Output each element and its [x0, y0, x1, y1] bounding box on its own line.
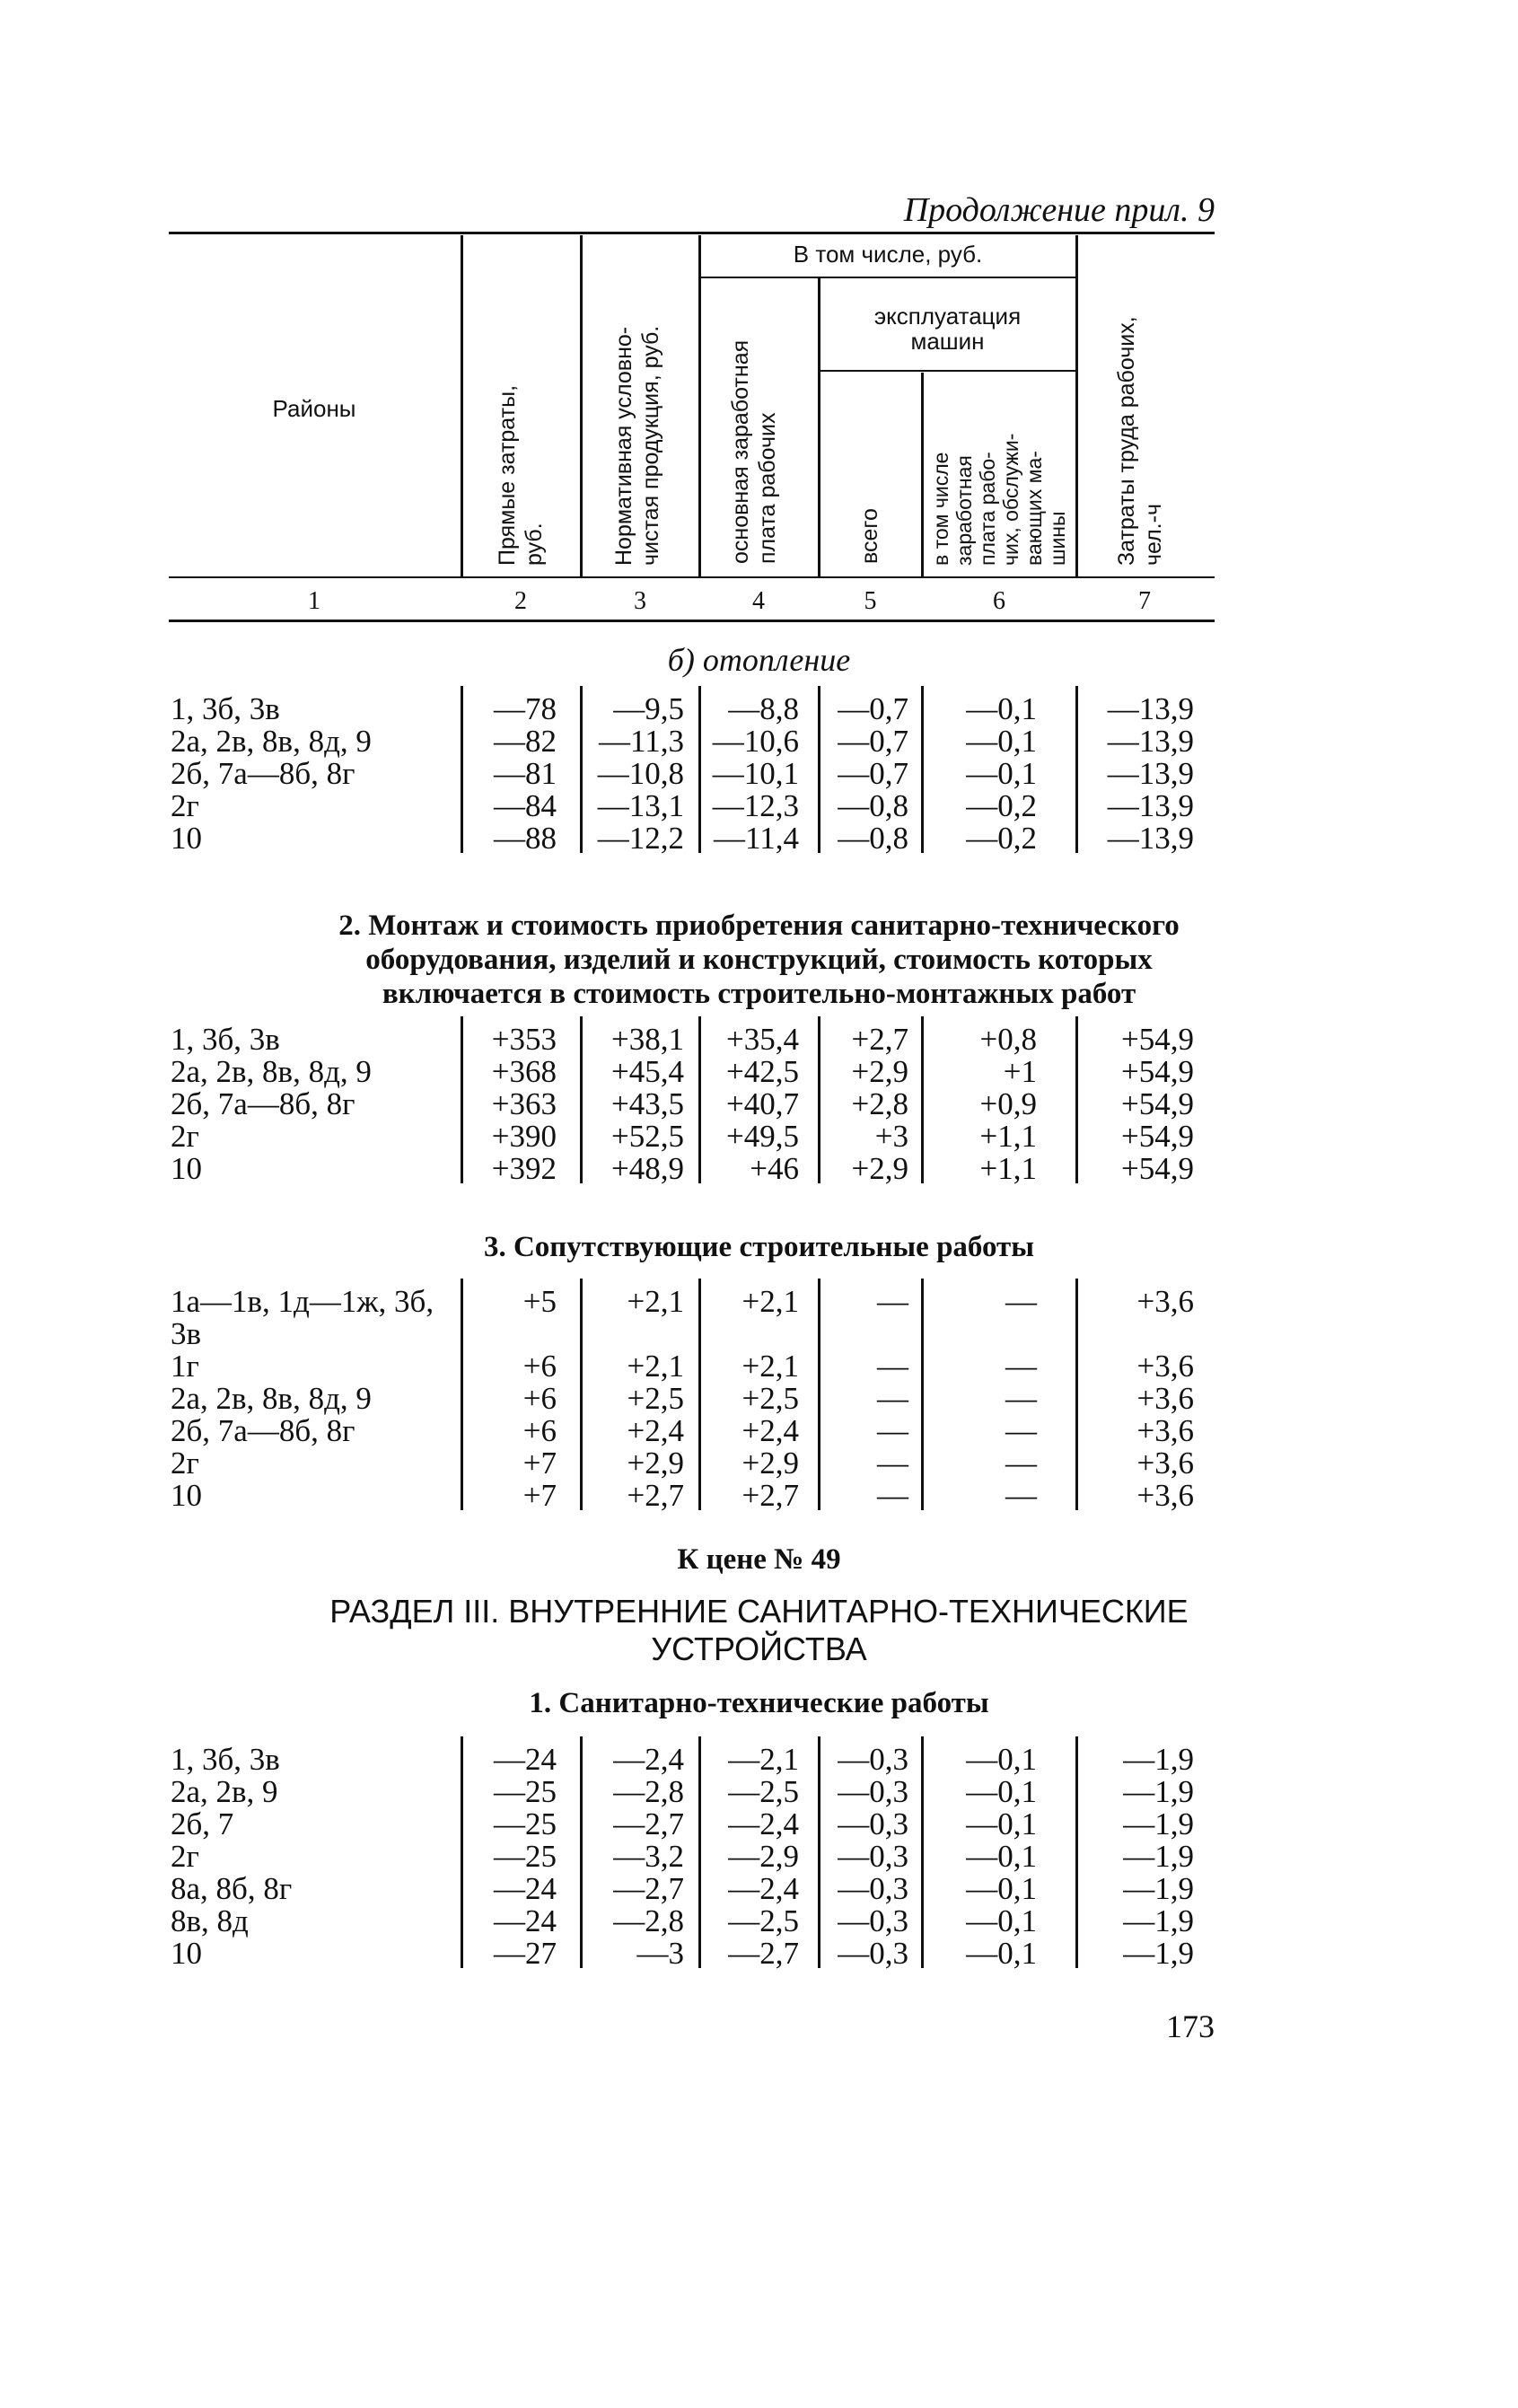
cell-operator-wages: —0,1 — [966, 1742, 1037, 1777]
cell-direct-costs: —88 — [494, 821, 557, 856]
cell-operator-wages: — — [1005, 1349, 1037, 1384]
cell-normative-product: —12,2 — [597, 821, 684, 856]
cell-basic-wages: —2,1 — [728, 1742, 799, 1777]
cell-direct-costs: +7 — [522, 1446, 557, 1481]
cell-labor: +54,9 — [1121, 1022, 1194, 1057]
cell-machines-total: —0,7 — [838, 724, 908, 759]
cell-normative-product: +52,5 — [611, 1119, 684, 1154]
cell-region: 2г — [171, 788, 199, 823]
cell-normative-product: —10,8 — [597, 756, 684, 791]
table-row — [0, 1938, 1518, 1970]
cell-region: 2а, 2в, 8в, 8д, 9 — [171, 1381, 372, 1416]
cell-region: 1, 3б, 3в — [171, 1742, 280, 1777]
cell-basic-wages: —2,7 — [728, 1936, 799, 1971]
cell-direct-costs: —84 — [494, 788, 557, 823]
cell-direct-costs: —81 — [494, 756, 557, 791]
cell-operator-wages: — — [1005, 1413, 1037, 1448]
table-row — [0, 1383, 1518, 1415]
column-divider — [580, 686, 583, 853]
cell-machines-total: +3 — [874, 1119, 908, 1154]
cell-normative-product: +2,4 — [627, 1413, 684, 1448]
cell-labor: —1,9 — [1123, 1936, 1194, 1971]
cell-operator-wages: +1 — [1003, 1054, 1037, 1089]
column-divider — [698, 686, 701, 853]
table-row — [0, 1744, 1518, 1776]
cell-direct-costs: +6 — [522, 1413, 557, 1448]
subgroup-rule — [820, 370, 1075, 372]
cell-labor: +3,6 — [1136, 1284, 1194, 1319]
cell-machines-total: — — [877, 1413, 908, 1448]
cell-labor: +3,6 — [1136, 1478, 1194, 1513]
column-divider — [1075, 1016, 1078, 1183]
column-divider — [921, 686, 924, 853]
cell-normative-product: —2,8 — [613, 1774, 684, 1809]
table-row — [0, 1350, 1518, 1383]
table-row — [0, 1905, 1518, 1938]
cell-operator-wages: —0,2 — [966, 821, 1037, 856]
cell-normative-product: —2,7 — [613, 1806, 684, 1841]
cell-labor: —13,9 — [1107, 756, 1194, 791]
cell-operator-wages: —0,1 — [966, 756, 1037, 791]
cell-region: 2б, 7а—8б, 8г — [171, 1086, 355, 1121]
cell-basic-wages: +46 — [750, 1151, 799, 1186]
cell-region: 2б, 7а—8б, 8г — [171, 756, 355, 791]
column-divider — [698, 1736, 701, 1968]
cell-labor: —1,9 — [1123, 1871, 1194, 1906]
table-row — [0, 1480, 1518, 1512]
header-col-normative-product: Нормативная условно- чистая продукция, руб. — [611, 325, 663, 566]
cell-direct-costs: —25 — [494, 1774, 557, 1809]
header-col-basic-wages: основная заработная плата рабочих — [728, 339, 780, 564]
column-divider — [921, 1736, 924, 1968]
column-divider — [461, 1016, 463, 1183]
cell-labor: +3,6 — [1136, 1446, 1194, 1481]
cell-region: 8а, 8б, 8г — [171, 1871, 293, 1906]
cell-direct-costs: +363 — [491, 1086, 557, 1121]
header-col-labor: Затраты труда рабочих, чел.-ч — [1114, 316, 1166, 566]
cell-region: 2б, 7а—8б, 8г — [171, 1413, 355, 1448]
group-rule — [700, 277, 1075, 278]
table-row — [0, 1808, 1518, 1841]
table-row — [0, 1121, 1518, 1153]
cell-basic-wages: +49,5 — [726, 1119, 799, 1154]
header-bottom-rule — [169, 620, 1215, 622]
header-divider-5 — [921, 373, 924, 576]
cell-operator-wages: — — [1005, 1381, 1037, 1416]
cell-basic-wages: —10,6 — [712, 724, 799, 759]
cell-direct-costs: —24 — [494, 1871, 557, 1906]
cell-basic-wages: —11,4 — [714, 821, 799, 856]
column-divider — [1075, 686, 1078, 853]
cell-machines-total: +2,9 — [851, 1151, 908, 1186]
column-divider — [698, 1279, 701, 1510]
cell-region: 10 — [171, 1151, 202, 1186]
column-divider — [698, 1016, 701, 1183]
cell-region: 10 — [171, 1478, 202, 1513]
cell-labor: —1,9 — [1123, 1774, 1194, 1809]
cell-operator-wages: —0,1 — [966, 1774, 1037, 1809]
cell-machines-total: +2,8 — [851, 1086, 908, 1121]
cell-machines-total: —0,7 — [838, 756, 908, 791]
cell-labor: —13,9 — [1107, 691, 1194, 726]
cell-labor: +54,9 — [1121, 1054, 1194, 1089]
cell-basic-wages: —2,5 — [728, 1903, 799, 1938]
cell-basic-wages: +2,4 — [741, 1413, 799, 1448]
cell-machines-total: —0,3 — [838, 1742, 908, 1777]
cell-region: 1, 3б, 3в — [171, 691, 280, 726]
col-number-4: 4 — [752, 587, 765, 615]
cell-region: 2а, 2в, 8в, 8д, 9 — [171, 1054, 372, 1089]
cell-operator-wages: —0,1 — [966, 1936, 1037, 1971]
cell-machines-total: —0,3 — [838, 1774, 908, 1809]
cell-labor: —1,9 — [1123, 1806, 1194, 1841]
cell-basic-wages: —12,3 — [712, 788, 799, 823]
cell-direct-costs: +368 — [491, 1054, 557, 1089]
table-row — [0, 1088, 1518, 1121]
cell-basic-wages: —10,1 — [712, 756, 799, 791]
col-number-1: 1 — [308, 587, 320, 615]
section-title-related-works: 3. Сопутствующие строительные работы — [483, 1231, 1035, 1263]
cell-labor: +3,6 — [1136, 1413, 1194, 1448]
cell-machines-total: — — [877, 1478, 908, 1513]
cell-machines-total: —0,3 — [838, 1806, 908, 1841]
cell-operator-wages: —0,1 — [966, 1903, 1037, 1938]
header-top-rule — [169, 232, 1215, 234]
cell-machines-total: —0,3 — [838, 1936, 908, 1971]
cell-basic-wages: +2,1 — [741, 1284, 799, 1319]
header-mid-rule — [169, 576, 1215, 578]
column-divider — [580, 1279, 583, 1510]
column-divider — [580, 1736, 583, 1968]
table-row — [0, 1318, 1518, 1350]
cell-direct-costs: +6 — [522, 1349, 557, 1384]
table-row — [0, 1153, 1518, 1185]
col-number-5: 5 — [864, 587, 877, 615]
cell-machines-total: — — [877, 1381, 908, 1416]
column-divider — [461, 686, 463, 853]
cell-labor: —1,9 — [1123, 1903, 1194, 1938]
column-divider — [921, 1279, 924, 1510]
cell-region: 2г — [171, 1839, 199, 1874]
cell-machines-total: —0,7 — [838, 691, 908, 726]
column-divider — [818, 1736, 820, 1968]
table-row — [0, 758, 1518, 790]
cell-labor: —13,9 — [1107, 821, 1194, 856]
column-divider — [818, 1279, 820, 1510]
cell-direct-costs: +7 — [522, 1478, 557, 1513]
column-divider — [461, 1279, 463, 1510]
cell-direct-costs: —25 — [494, 1839, 557, 1874]
cell-normative-product: —2,7 — [613, 1871, 684, 1906]
cell-basic-wages: +2,5 — [741, 1381, 799, 1416]
cell-labor: +54,9 — [1121, 1086, 1194, 1121]
col-number-2: 2 — [514, 587, 527, 615]
col-number-6: 6 — [993, 587, 1005, 615]
cell-region: 2а, 2в, 8в, 8д, 9 — [171, 724, 372, 759]
cell-direct-costs: —25 — [494, 1806, 557, 1841]
cell-normative-product: +38,1 — [611, 1022, 684, 1057]
cell-direct-costs: —82 — [494, 724, 557, 759]
col-number-3: 3 — [634, 587, 646, 615]
cell-basic-wages: +2,1 — [741, 1349, 799, 1384]
column-divider — [818, 686, 820, 853]
cell-normative-product: +2,5 — [627, 1381, 684, 1416]
cell-operator-wages: —0,1 — [966, 724, 1037, 759]
header-divider-1 — [461, 235, 463, 576]
cell-operator-wages: —0,1 — [966, 1806, 1037, 1841]
col-number-7: 7 — [1138, 587, 1151, 615]
cell-basic-wages: +42,5 — [726, 1054, 799, 1089]
cell-normative-product: —3,2 — [613, 1839, 684, 1874]
table-row — [0, 725, 1518, 758]
cell-labor: —13,9 — [1107, 724, 1194, 759]
cell-basic-wages: —2,9 — [728, 1839, 799, 1874]
cell-machines-total: — — [877, 1349, 908, 1384]
header-group-including: В том числе, руб. — [793, 241, 983, 268]
cell-basic-wages: —2,5 — [728, 1774, 799, 1809]
cell-direct-costs: +5 — [522, 1284, 557, 1319]
cell-normative-product: —11,3 — [599, 724, 684, 759]
section-title-sanitary-works: 1. Санитарно-технические работы — [529, 1687, 989, 1719]
cell-labor: +3,6 — [1136, 1381, 1194, 1416]
cell-normative-product: —3 — [636, 1936, 684, 1971]
cell-basic-wages: —2,4 — [728, 1871, 799, 1906]
header-divider-3 — [698, 235, 701, 576]
cell-labor: —1,9 — [1123, 1839, 1194, 1874]
cell-region: 2г — [171, 1446, 199, 1481]
cell-normative-product: —2,4 — [613, 1742, 684, 1777]
cell-region: 2б, 7 — [171, 1806, 234, 1841]
column-divider — [461, 1736, 463, 1968]
cell-operator-wages: —0,2 — [966, 788, 1037, 823]
cell-normative-product: +45,4 — [611, 1054, 684, 1089]
cell-direct-costs: —24 — [494, 1903, 557, 1938]
cell-region: 1, 3б, 3в — [171, 1022, 280, 1057]
cell-operator-wages: +0,8 — [979, 1022, 1037, 1057]
column-divider — [1075, 1279, 1078, 1510]
cell-labor: —13,9 — [1107, 788, 1194, 823]
cell-operator-wages: —0,1 — [966, 1839, 1037, 1874]
column-divider — [1075, 1736, 1078, 1968]
cell-basic-wages: +35,4 — [726, 1022, 799, 1057]
column-divider — [818, 1016, 820, 1183]
table-row — [0, 1873, 1518, 1905]
table-row — [0, 1776, 1518, 1808]
continuation-note: Продолжение прил. 9 — [903, 191, 1215, 229]
cell-operator-wages: — — [1005, 1446, 1037, 1481]
part-heading: РАЗДЕЛ III. ВНУТРЕННИЕ САНИТАРНО-ТЕХНИЧЕСКИЕ УСТРОЙСТВА — [329, 1593, 1189, 1667]
cell-labor: +54,9 — [1121, 1119, 1194, 1154]
column-divider — [580, 1016, 583, 1183]
section-title-equipment: 2. Монтаж и стоимость приобретения санитарно-технического оборудования, изделий и конструкций, стоимость которых включается в стоимость строительно-монтажных работ — [338, 910, 1180, 1010]
cell-direct-costs: —78 — [494, 691, 557, 726]
table-row — [0, 822, 1518, 855]
cell-region: 3в — [171, 1316, 202, 1351]
header-subgroup-machines: эксплуатация машин — [873, 303, 1022, 355]
cell-machines-total: —0,8 — [838, 821, 908, 856]
cell-basic-wages: +2,7 — [741, 1478, 799, 1513]
cell-region: 2г — [171, 1119, 199, 1154]
cell-normative-product: +2,1 — [627, 1284, 684, 1319]
table-row — [0, 1024, 1518, 1056]
cell-normative-product: +2,7 — [627, 1478, 684, 1513]
cell-normative-product: —9,5 — [613, 691, 684, 726]
cell-basic-wages: +40,7 — [726, 1086, 799, 1121]
page-number: 173 — [1166, 2008, 1215, 2044]
cell-direct-costs: —27 — [494, 1936, 557, 1971]
cell-direct-costs: +353 — [491, 1022, 557, 1057]
cell-direct-costs: —24 — [494, 1742, 557, 1777]
cell-machines-total: —0,3 — [838, 1839, 908, 1874]
cell-basic-wages: —8,8 — [728, 691, 799, 726]
cell-normative-product: +43,5 — [611, 1086, 684, 1121]
section-title-heating: б) отопление — [667, 642, 851, 678]
cell-machines-total: +2,9 — [851, 1054, 908, 1089]
cell-region: 8в, 8д — [171, 1903, 249, 1938]
table-row — [0, 693, 1518, 725]
cell-machines-total: —0,8 — [838, 788, 908, 823]
cell-region: 10 — [171, 1936, 202, 1971]
header-col-regions: Районы — [272, 395, 356, 422]
header-divider-2 — [580, 235, 583, 576]
cell-machines-total: +2,7 — [851, 1022, 908, 1057]
cell-operator-wages: +1,1 — [979, 1151, 1037, 1186]
table-row — [0, 1415, 1518, 1447]
cell-region: 2а, 2в, 9 — [171, 1774, 278, 1809]
table-row — [0, 790, 1518, 822]
cell-labor: +3,6 — [1136, 1349, 1194, 1384]
cell-region: 1а—1в, 1д—1ж, 3б, — [171, 1284, 434, 1319]
cell-operator-wages: — — [1005, 1478, 1037, 1513]
cell-operator-wages: +1,1 — [979, 1119, 1037, 1154]
cell-operator-wages: +0,9 — [979, 1086, 1037, 1121]
header-divider-6 — [1075, 235, 1078, 576]
cell-direct-costs: +6 — [522, 1381, 557, 1416]
cell-normative-product: +2,1 — [627, 1349, 684, 1384]
cell-normative-product: +48,9 — [611, 1151, 684, 1186]
cell-machines-total: — — [877, 1446, 908, 1481]
table-row — [0, 1841, 1518, 1873]
cell-normative-product: —13,1 — [597, 788, 684, 823]
cell-labor: +54,9 — [1121, 1151, 1194, 1186]
cell-region: 1г — [171, 1349, 199, 1384]
cell-normative-product: —2,8 — [613, 1903, 684, 1938]
header-col-total: всего — [857, 508, 882, 564]
cell-operator-wages: — — [1005, 1284, 1037, 1319]
cell-direct-costs: +392 — [491, 1151, 557, 1186]
cell-machines-total: —0,3 — [838, 1903, 908, 1938]
cell-region: 10 — [171, 821, 202, 856]
cell-labor: —1,9 — [1123, 1742, 1194, 1777]
cell-basic-wages: +2,9 — [741, 1446, 799, 1481]
header-col-operator-wages: в том числе заработная плата рабо- чих, обслужи- вающих ма- шины — [929, 433, 1069, 566]
cell-operator-wages: —0,1 — [966, 691, 1037, 726]
column-divider — [921, 1016, 924, 1183]
price-heading: К цене № 49 — [677, 1543, 841, 1576]
table-row — [0, 1447, 1518, 1480]
cell-machines-total: — — [877, 1284, 908, 1319]
table-row — [0, 1286, 1518, 1318]
cell-operator-wages: —0,1 — [966, 1871, 1037, 1906]
table-row — [0, 1056, 1518, 1088]
header-col-direct-costs: Прямые затраты, руб. — [495, 384, 547, 566]
cell-basic-wages: —2,4 — [728, 1806, 799, 1841]
cell-direct-costs: +390 — [491, 1119, 557, 1154]
cell-normative-product: +2,9 — [627, 1446, 684, 1481]
cell-machines-total: —0,3 — [838, 1871, 908, 1906]
